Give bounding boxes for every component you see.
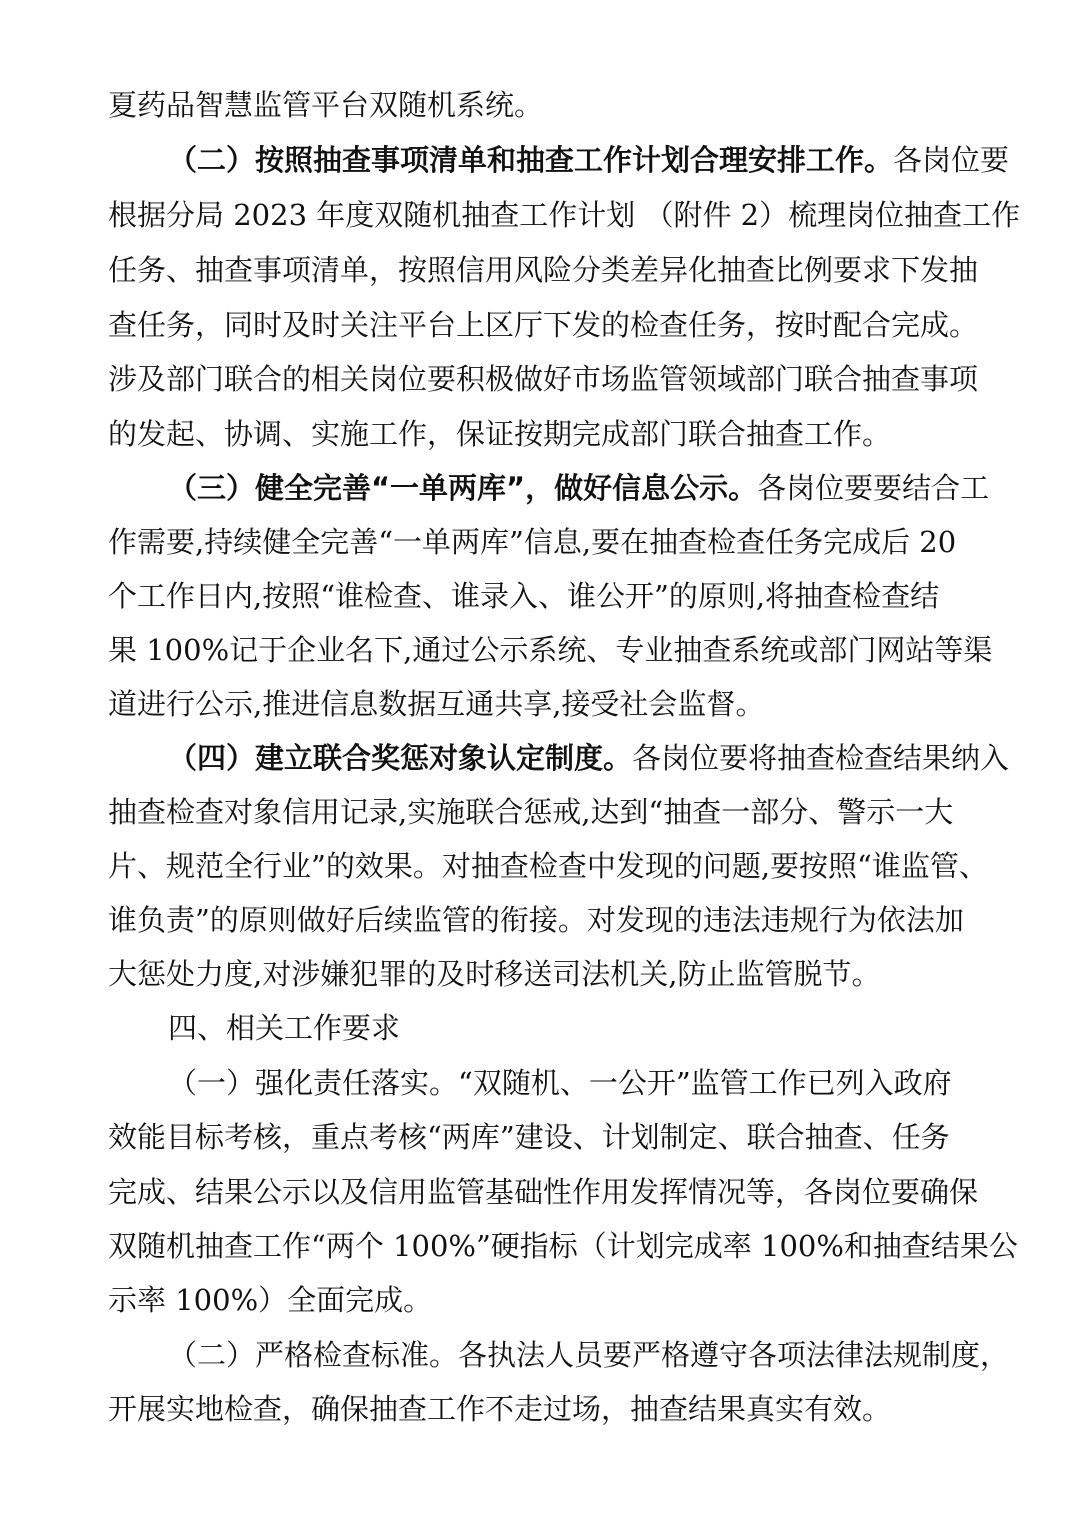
section-2-line: 涉及部门联合的相关岗位要积极做好市场监管领域部门联合抽查事项 <box>108 362 979 396</box>
section-4-line: 片、规范全行业”的效果。对抽查检查中发现的问题,要按照“谁监管、 <box>108 849 988 883</box>
section-3-line: 个工作日内,按照“谁检查、谁录入、谁公开”的原则,将抽查检查结 <box>108 579 940 613</box>
section-2-line: 任务、抽查事项清单，按照信用风险分类差异化抽查比例要求下发抽 <box>108 253 979 287</box>
section-2-line: 查任务，同时及时关注平台上区厅下发的检查任务，按时配合完成。 <box>108 308 979 342</box>
section-2-title: （二）按照抽查事项清单和抽查工作计划合理安排工作。 <box>168 143 894 177</box>
section-4-first-line <box>168 731 1010 785</box>
section-2-text: 各岗位要 <box>893 143 1010 177</box>
section-4-line: 抽查检查对象信用记录,实施联合惩戒,达到“抽查一部分、警示一大 <box>108 795 954 829</box>
section-3-line: 作需要,持续健全完善“一单两库”信息,要在抽查检查任务完成后 20 <box>108 525 957 559</box>
section-3-text: 各岗位要要结合工 <box>757 471 990 505</box>
section-2-line: 的发起、协调、实施工作，保证按期完成部门联合抽查工作。 <box>108 417 892 451</box>
section-4-text: 各岗位要将抽查检查结果纳入 <box>632 741 1010 775</box>
requirement-2-line: 开展实地检查，确保抽查工作不走过场，抽查结果真实有效。 <box>108 1392 892 1426</box>
section-2-first-line <box>168 133 1010 187</box>
section-2-line: 根据分局 2023 年度双随机抽查工作计划 （附件 2）梳理岗位抽查工作 <box>108 198 1021 232</box>
requirement-1-line: 效能目标考核，重点考核“两库”建设、计划制定、联合抽查、任务 <box>108 1120 950 1154</box>
requirement-1-line: 双随机抽查工作“两个 100%”硬指标（计划完成率 100%和抽查结果公 <box>108 1229 1018 1263</box>
section-3-first-line <box>168 461 990 515</box>
section-4-line: 谁负责”的原则做好后续监管的衔接。对发现的违法违规行为依法加 <box>108 903 964 937</box>
requirement-1-line: （一）强化责任落实。“双随机、一公开”监管工作已列入政府 <box>168 1066 952 1100</box>
requirement-1-line: 完成、结果公示以及信用监管基础性作用发挥情况等，各岗位要确保 <box>108 1175 979 1209</box>
intro-tail-line: 夏药品智慧监管平台双随机系统。 <box>108 88 544 122</box>
section-3-line: 道进行公示,推进信息数据互通共享,接受社会监督。 <box>108 687 765 721</box>
section-3-title: （三）健全完善“一单两库”，做好信息公示。 <box>168 471 758 505</box>
section-3-line: 果 100%记于企业名下,通过公示系统、专业抽查系统或部门网站等渠 <box>108 633 993 667</box>
section-4-line: 大惩处力度,对涉嫌犯罪的及时移送司法机关,防止监管脱节。 <box>108 957 881 991</box>
requirement-2-line: （二）严格检查标准。各执法人员要严格遵守各项法律法规制度， <box>168 1338 1010 1372</box>
section-4-title: （四）建立联合奖惩对象认定制度。 <box>168 741 633 775</box>
heading-related-requirements: 四、相关工作要求 <box>168 1011 401 1045</box>
requirement-1-line: 示率 100%）全面完成。 <box>108 1283 433 1317</box>
